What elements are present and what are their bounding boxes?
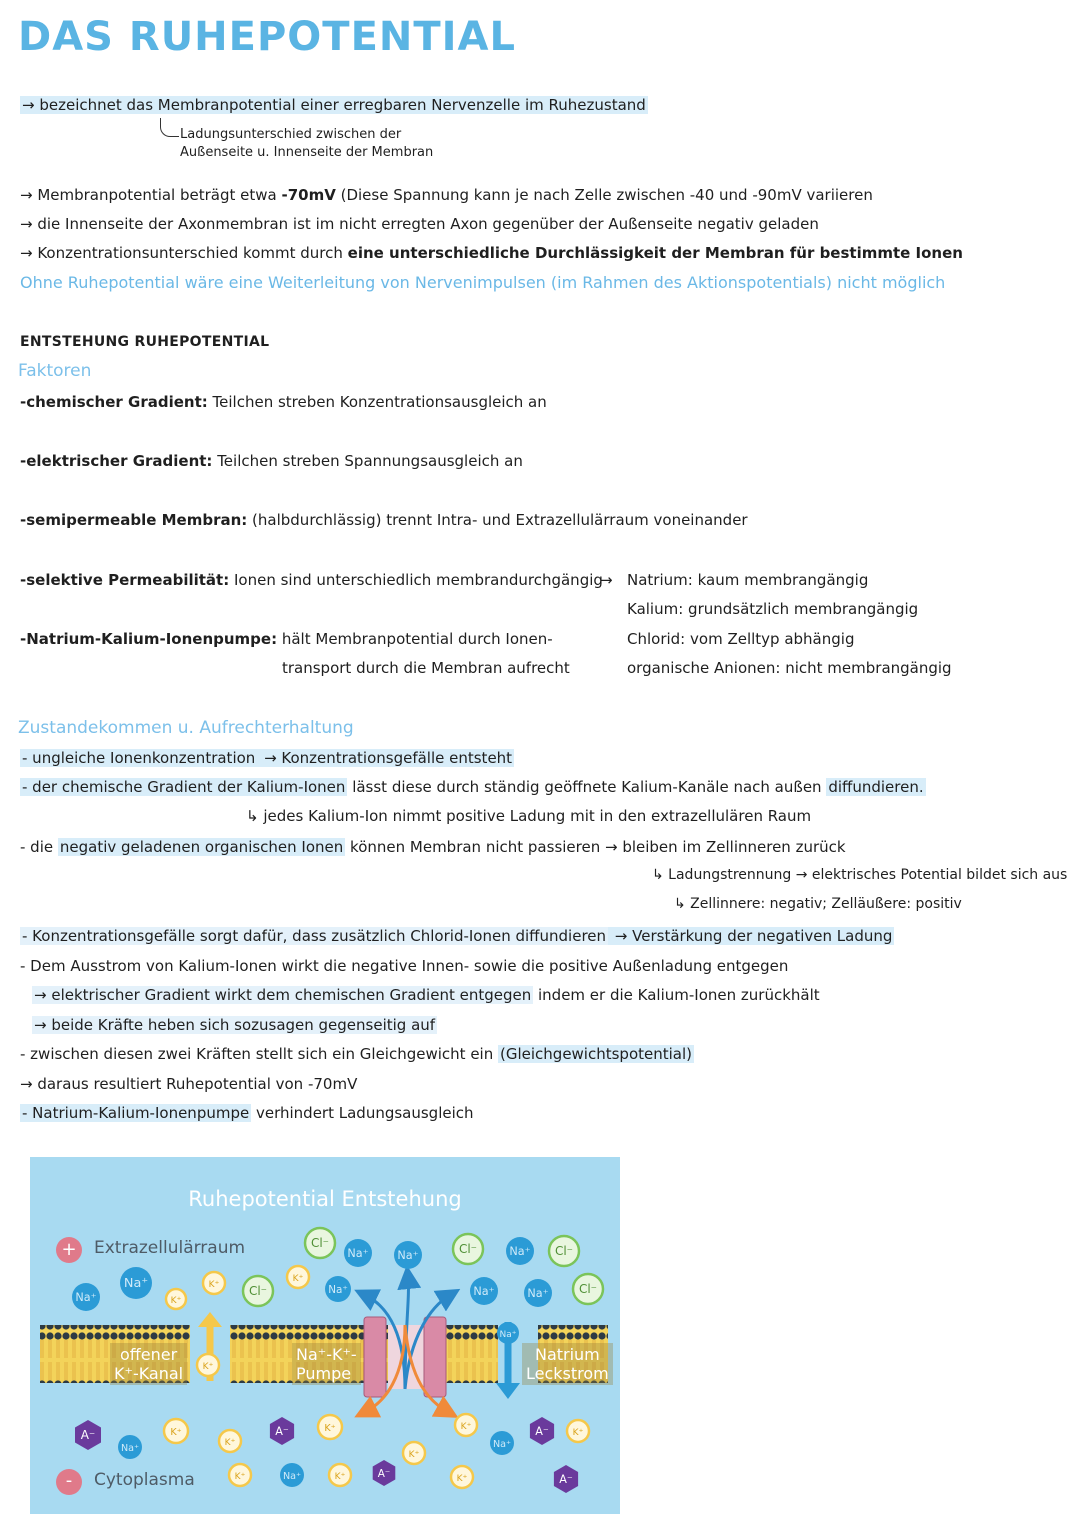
note-text: verhindert Ladungsausgleich — [251, 1104, 474, 1122]
note-line — [32, 1016, 437, 1034]
section-heading: ENTSTEHUNG RUHEPOTENTIAL — [20, 334, 270, 350]
leak-label-1: Natrium — [534, 1345, 600, 1364]
factor-item — [20, 571, 603, 589]
chloride-ion-label: Cl⁻ — [248, 1284, 268, 1298]
note-line — [20, 778, 926, 796]
permeability-row — [627, 600, 918, 618]
highlight: - Natrium-Kalium-Ionenpumpe — [22, 1104, 250, 1122]
note-line: ↳ jedes Kalium-Ion nimmt positive Ladung mit in den extrazellulären Raum — [246, 807, 812, 825]
anion-ion-label: A⁻ — [535, 1425, 549, 1438]
ion-permeability: grundsätzlich membrangängig — [683, 600, 919, 618]
highlight: → Verstärkung der negativen Ladung — [610, 927, 893, 945]
k-channel-label-1: offener — [119, 1345, 178, 1364]
sodium-ion — [325, 1276, 351, 1302]
note-line — [20, 1104, 474, 1122]
fact-potential — [20, 186, 873, 204]
sodium-ion-label: Na⁺ — [509, 1245, 531, 1258]
sodium-ion — [497, 1322, 519, 1344]
potassium-ion-label: K⁺ — [170, 1296, 182, 1306]
highlight: negativ geladenen organischen Ionen — [59, 838, 344, 856]
maintenance-heading: Zustandekommen u. Aufrechterhaltung — [18, 718, 354, 738]
factor-item — [20, 393, 547, 411]
k-channel-label — [110, 1343, 187, 1385]
chloride-ion-label: Cl⁻ — [554, 1244, 574, 1258]
leak-label — [522, 1343, 613, 1385]
permeability-row — [627, 659, 952, 677]
potassium-ion-label: K⁺ — [456, 1474, 468, 1484]
factor-term: -elektrischer Gradient: — [20, 452, 213, 470]
pump-continuation: transport durch die Membran aufrecht — [282, 659, 570, 677]
fact-potential-text: → Membranpotential beträgt etwa — [20, 186, 282, 204]
ion-name: Kalium: — [627, 600, 684, 618]
potassium-ion-label: K⁺ — [292, 1274, 304, 1284]
potassium-ion-label: K⁺ — [208, 1280, 220, 1290]
pump-label-1: Na⁺-K⁺- — [296, 1345, 357, 1364]
leak-label-2: Leckstrom — [526, 1364, 609, 1383]
definition-text: → bezeichnet das Membranpotential einer erregbaren Nervenzelle im Ruhezustand — [22, 96, 646, 114]
ion-name: organische Anionen: — [627, 659, 781, 677]
chloride-ion-label: Cl⁻ — [458, 1242, 478, 1256]
ion-name: Chlorid: — [627, 630, 686, 648]
note-line: - Dem Ausstrom von Kalium-Ionen wirkt die negative Innen- sowie die positive Außenladung entgegen — [20, 957, 789, 975]
factor-item — [20, 630, 553, 648]
potassium-ion-label: K⁺ — [202, 1362, 214, 1372]
k-channel-label-2: K⁺-Kanal — [114, 1364, 184, 1383]
note-text: lässt diese durch ständig geöffnete Kalium-Kanäle nach außen — [347, 778, 827, 796]
potassium-ion-label: K⁺ — [572, 1428, 584, 1438]
definition-note-2: Außenseite u. Innenseite der Membran — [180, 145, 434, 160]
note-connector — [160, 118, 179, 137]
potassium-ion — [229, 1464, 251, 1486]
potassium-ion — [318, 1415, 342, 1439]
note-line — [20, 749, 514, 767]
ion-name: Natrium: — [627, 571, 693, 589]
potassium-ion — [164, 1419, 188, 1443]
note-text: indem er die Kalium-Ionen zurückhält — [533, 986, 820, 1004]
factors-heading: Faktoren — [18, 361, 92, 381]
ion-permeability: kaum membrangängig — [692, 571, 869, 589]
highlight: - ungleiche Ionenkonzentration — [22, 749, 256, 767]
fact-permeability-text: → Konzentrationsunterschied kommt durch — [20, 244, 348, 262]
highlight: - Konzentrationsgefälle sorgt dafür, dass zusätzlich Chlorid-Ionen diffundieren — [22, 927, 607, 945]
sodium-ion-label: Na⁺ — [527, 1287, 549, 1300]
extracellular-label: Extrazellulärraum — [94, 1238, 246, 1258]
chloride-ion — [573, 1274, 603, 1304]
potassium-ion — [287, 1266, 309, 1288]
sodium-ion — [524, 1279, 552, 1307]
sodium-ion-label: Na⁺ — [473, 1285, 495, 1298]
factor-text: (halbdurchlässig) trennt Intra- und Extrazellulärraum voneinander — [247, 511, 748, 529]
highlight: diffundieren. — [828, 778, 924, 796]
chloride-ion-label: Cl⁻ — [578, 1282, 598, 1296]
potassium-ion — [197, 1354, 219, 1376]
pump-label — [292, 1343, 361, 1385]
note-text: können Membran nicht passieren → bleiben im Zellinneren zurück — [345, 838, 846, 856]
diagram-title: Ruhepotential Entstehung — [188, 1187, 462, 1211]
sodium-ion-label: Na⁺ — [75, 1291, 97, 1304]
sodium-ion — [470, 1277, 498, 1305]
permeability-row — [627, 571, 868, 589]
potassium-ion-label: K⁺ — [334, 1472, 346, 1482]
anion-ion-label: A⁻ — [377, 1468, 391, 1480]
sodium-ion-label: Na⁺ — [120, 1443, 140, 1454]
factor-term: -chemischer Gradient: — [20, 393, 208, 411]
highlight: (Gleichgewichtspotential) — [500, 1045, 693, 1063]
note-line — [32, 986, 820, 1004]
anion-ion-label: A⁻ — [80, 1428, 96, 1442]
definition-line — [20, 96, 648, 114]
definition-note-1: Ladungsunterschied zwischen der — [180, 127, 402, 142]
potassium-ion-label: K⁺ — [234, 1472, 246, 1482]
factor-text: hält Membranpotential durch Ionen- — [277, 630, 553, 648]
fact-potential-value: -70mV — [281, 186, 336, 204]
sodium-ion — [72, 1283, 100, 1311]
potassium-ion-label: K⁺ — [170, 1427, 182, 1438]
potassium-ion — [403, 1442, 425, 1464]
potassium-ion — [203, 1272, 225, 1294]
note-text: - zwischen diesen zwei Kräften stellt sich ein Gleichgewicht ein — [20, 1045, 498, 1063]
potassium-ion — [329, 1464, 351, 1486]
sodium-ion-label: Na⁺ — [282, 1471, 302, 1482]
anion-ion-label: A⁻ — [559, 1473, 573, 1486]
permeability-arrow: → — [600, 571, 613, 589]
note-line: ↳ Ladungstrennung → elektrisches Potential bildet sich aus — [652, 867, 1068, 883]
sodium-ion-label: Na⁺ — [492, 1439, 512, 1450]
note-line: ↳ Zellinnere: negativ; Zelläußere: positiv — [674, 896, 962, 912]
fact-importance: Ohne Ruhepotential wäre eine Weiterleitung von Nervenimpulsen (im Rahmen des Aktionspotentials) nicht möglich — [20, 273, 946, 292]
sodium-ion — [490, 1431, 514, 1455]
fact-inside-negative: → die Innenseite der Axonmembran ist im nicht erregten Axon gegenüber der Außenseite negativ geladen — [20, 215, 819, 233]
note-text: - die — [20, 838, 58, 856]
highlight: → beide Kräfte heben sich sozusagen gegenseitig auf — [34, 1016, 436, 1034]
highlight: → Konzentrationsgefälle entsteht — [259, 749, 513, 767]
minus-icon: - — [56, 1469, 82, 1495]
anion-ion-label: A⁻ — [275, 1425, 289, 1438]
potassium-ion-label: K⁺ — [408, 1450, 420, 1460]
highlight: - der chemische Gradient der Kalium-Ionen — [22, 778, 346, 796]
cytoplasm-label: Cytoplasma — [94, 1470, 195, 1490]
factor-text: Teilchen streben Konzentrationsausgleich an — [207, 393, 547, 411]
factor-item — [20, 511, 748, 529]
note-line: → daraus resultiert Ruhepotential von -70mV — [20, 1075, 358, 1093]
sodium-ion — [394, 1241, 422, 1269]
potassium-ion-label: K⁺ — [224, 1438, 236, 1448]
factor-text: Teilchen streben Spannungsausgleich an — [212, 452, 523, 470]
page-title: DAS RUHEPOTENTIAL — [18, 14, 516, 60]
potassium-ion — [166, 1289, 186, 1309]
chloride-ion — [305, 1228, 335, 1258]
pump-part-right — [424, 1317, 446, 1397]
resting-potential-diagram — [30, 1157, 620, 1514]
sodium-ion — [118, 1435, 142, 1459]
pump-part-left — [364, 1317, 386, 1397]
sodium-ion — [344, 1239, 372, 1267]
pump-label-2: Pumpe — [296, 1364, 352, 1383]
potassium-ion — [451, 1466, 473, 1488]
factor-item — [20, 452, 523, 470]
ion-permeability: nicht membrangängig — [780, 659, 952, 677]
chloride-ion — [243, 1276, 273, 1306]
chloride-ion — [453, 1234, 483, 1264]
permeability-row — [627, 630, 854, 648]
sodium-ion-label: Na⁺ — [328, 1284, 348, 1296]
sodium-ion-label: Na⁺ — [123, 1276, 149, 1291]
sodium-ion-label: Na⁺ — [397, 1249, 419, 1262]
factor-term: -semipermeable Membran: — [20, 511, 248, 529]
sodium-ion — [120, 1267, 152, 1299]
chloride-ion — [549, 1236, 579, 1266]
fact-permeability-bold: eine unterschiedliche Durchlässigkeit der Membran für bestimmte Ionen — [347, 244, 963, 262]
sodium-ion-label: Na⁺ — [347, 1247, 369, 1260]
potassium-ion — [455, 1414, 477, 1436]
highlight: → elektrischer Gradient wirkt dem chemischen Gradient entgegen — [34, 986, 532, 1004]
factor-term: -Natrium-Kalium-Ionenpumpe: — [20, 630, 278, 648]
potassium-ion-label: K⁺ — [324, 1423, 336, 1434]
fact-potential-range: (Diese Spannung kann je nach Zelle zwischen -40 und -90mV variieren — [335, 186, 873, 204]
note-line — [20, 927, 894, 945]
note-line — [20, 1045, 694, 1063]
potassium-ion — [219, 1430, 241, 1452]
note-line — [20, 838, 846, 856]
potassium-ion — [567, 1420, 589, 1442]
sodium-ion-label: Na⁺ — [499, 1330, 517, 1340]
chloride-ion-label: Cl⁻ — [310, 1236, 330, 1250]
plus-icon: + — [56, 1237, 82, 1263]
factor-text: Ionen sind unterschiedlich membrandurchgängig — [229, 571, 603, 589]
sodium-ion — [280, 1463, 304, 1487]
potassium-ion-label: K⁺ — [460, 1422, 472, 1432]
ion-permeability: vom Zelltyp abhängig — [685, 630, 855, 648]
factor-term: -selektive Permeabilität: — [20, 571, 230, 589]
sodium-ion — [506, 1237, 534, 1265]
fact-permeability — [20, 244, 963, 262]
